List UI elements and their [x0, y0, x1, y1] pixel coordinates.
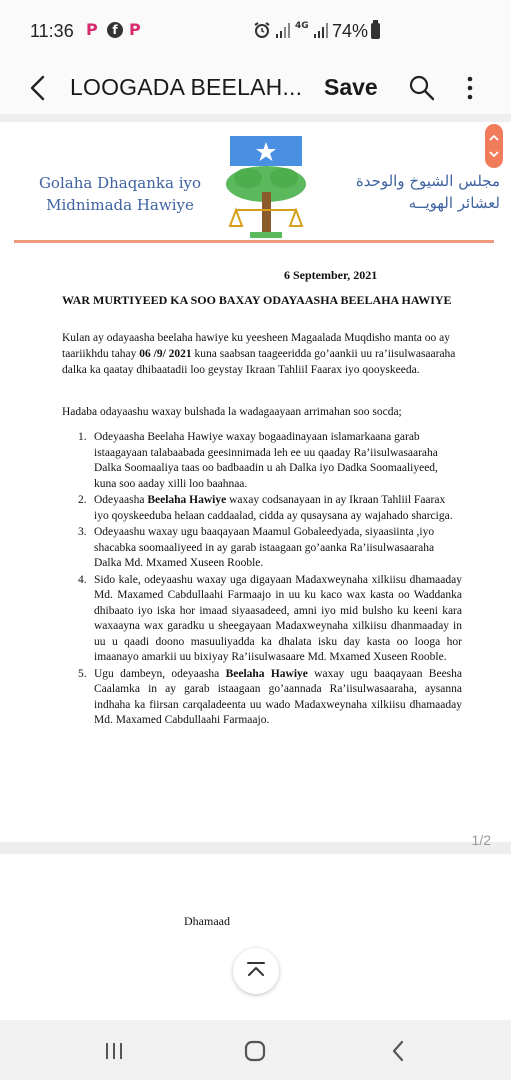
list-number: 4. [78, 573, 87, 586]
search-icon[interactable] [408, 74, 436, 102]
letterhead-right-line-1: مجلس الشيوخ والوحدة [355, 172, 500, 190]
list-item-text: Ugu dambeyn, odeyaasha [94, 667, 226, 680]
scroll-handle-arrows-icon [485, 124, 503, 168]
intro-paragraph [62, 330, 458, 378]
letterhead-left-line-1: Golaha Dhaqanka iyo [38, 174, 202, 192]
nav-back-icon[interactable] [390, 1040, 406, 1062]
pdf-page-1 [0, 122, 511, 848]
home-icon[interactable] [244, 1040, 266, 1062]
network-type-label: 4G [295, 21, 309, 31]
intro-text-2: kuna saabsan taageeridda go’aankii uu ra’iisulwasaaraha dalka ka qaatay dhibaatadii loo geystay Ikraan Tahliil Faarax iyo qooyskeeda. [62, 348, 456, 376]
list-item-text: waxay codsanayaan in ay Ikraan Tahliil Faarax iyo qoyskeeduba helaan caddaalad, cidda ay qusaysana ay wajahado sharciga. [94, 494, 453, 522]
scroll-to-top-icon [244, 959, 268, 983]
letterhead-divider [14, 240, 494, 243]
list-item [62, 525, 462, 572]
letterhead-left-line-2: Midnimada Hawiye [46, 196, 194, 214]
document-date: 6 September, 2021 [284, 268, 378, 282]
signal-1-icon [276, 22, 290, 38]
pdf-viewer[interactable] [0, 114, 511, 1020]
alarm-icon [253, 22, 271, 38]
resolution-list [62, 430, 462, 730]
intro-text-1: Kulan ay odayaasha beelaha hawiye ku yeesheen Magaalada Muqdisho manta oo ay taariikhdu tahay [62, 332, 450, 360]
list-item [62, 667, 462, 729]
more-vert-icon[interactable] [458, 74, 482, 102]
list-item [62, 430, 462, 492]
list-item-text: Sido kale, odeyaashu waxay uga digayaan Madaxweynaha xilkiisu dhamaaday Md. Maxamed Cabdullaahi Farmaajo in uu ku kaco wax kasta oo Waddanka dhibaato iyo iska hor imaad siyaasadeed, amni iyo mid bulsho ku keeni kara waxaayna wax garadku u sheegayaan Madaxweynaha xilkiisu dhanmaaday in uu u qaadi doono masuuliyadda ka dhalata isku day kasta oo looga hor imaanayo amarkii uu bixiyay Ra’iisulwasaare Md. Mxamed Xuseen Rooble. [94, 573, 462, 663]
intro-date: 06 /9/ 2021 [139, 348, 192, 360]
organization-logo [222, 136, 322, 242]
list-item-text: waxay ugu baaqayaan Beesha Caalamka in ay garab istaagaan go’aannada Ra’iisulwasaaraha, aysanna indhaha ka fiirsan carqaladeenta uu wado Madaxweynaha xilkiisu dhamaaday Md. Maxamed Cabdullaahi Farmaajo. [94, 667, 463, 726]
closing-text: Dhamaad [184, 914, 230, 928]
list-item-text: Odeyaashu waxay ugu baaqayaan Maamul Gobaleedyada, siyaasiinta ,iyo shacabka soomaaliyeed in ay garab istaagaan go’aanka Ra’iisulwasaaraha Dalka Md. Mxamed Xuseen Rooble. [94, 526, 435, 569]
page-indicator: 1/2 [471, 832, 491, 848]
recent-apps-icon[interactable] [104, 1042, 124, 1060]
list-number: 2. [78, 494, 87, 506]
scroll-handle[interactable] [485, 124, 503, 168]
list-item [62, 493, 462, 524]
letterhead-right-line-2: لعشائر الهويــه [408, 194, 500, 212]
letterhead-left [30, 172, 210, 216]
battery-icon [371, 23, 380, 39]
status-time: 11:36 [30, 21, 74, 41]
scroll-to-top-button[interactable] [233, 948, 279, 994]
picsart-notification-icon: P [86, 20, 98, 39]
save-button[interactable]: Save [324, 74, 378, 100]
list-item-bold: Beelaha Hawiye [225, 667, 308, 680]
signal-2-icon [314, 22, 328, 38]
picsart-notification-icon-2: P [129, 20, 141, 39]
document-title: LOOGADA BEELAH... [70, 74, 303, 100]
pdf-page-2 [0, 854, 511, 1020]
list-item-text: Odeyaasha Beelaha Hawiye waxay bogaadinayaan islamarkaana garab istaagayaan talabaabada geesinnimada leh ee uu qaaday Ra’iisulwasaaraha Dalka Soomaaliya taas oo badbaadin u ah Dalka iyo Dadka Soomaaliyeed, kuna soo aaday xilli loo baahnaa. [94, 431, 438, 490]
list-item-text: Odeyaasha [94, 494, 148, 506]
notification-icons [86, 22, 144, 38]
lead-paragraph: Hadaba odayaashu waxay bulshada la wadagaayaan arrimahan soo socda; [62, 406, 402, 418]
status-bar [0, 0, 511, 62]
list-number: 1. [78, 431, 87, 443]
list-item [62, 573, 462, 666]
back-arrow-icon[interactable] [24, 74, 52, 102]
list-number: 5. [78, 667, 87, 680]
battery-percentage: 74% [332, 21, 369, 41]
list-item-bold: Beelaha Hawiye [147, 494, 227, 506]
facebook-notification-icon: f [107, 22, 123, 38]
list-number: 3. [78, 526, 87, 538]
app-bar [0, 62, 511, 114]
document-heading: WAR MURTIYEED KA SOO BAXAY ODAYAASHA BEELAHA HAWIYE [62, 293, 452, 307]
system-nav-bar [0, 1020, 511, 1080]
letterhead-right [320, 170, 500, 214]
